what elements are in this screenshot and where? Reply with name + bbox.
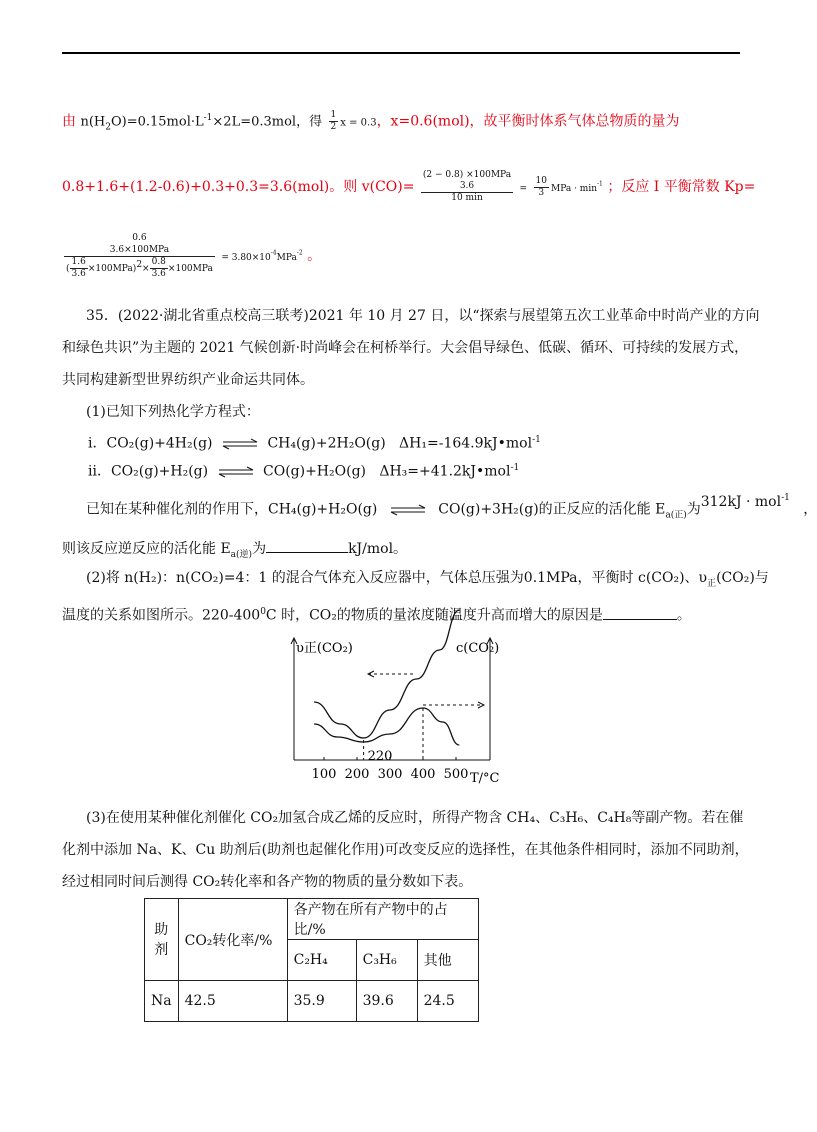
answer-blank-2[interactable] (603, 605, 677, 620)
x-tick-label: 300 (377, 767, 403, 782)
part1-heading: (1)已知下列热化学方程式： (86, 404, 260, 420)
part1-question-2: 则该反应逆反应的活化能 $E_{a(逆)}$为 kJ/mol。 (62, 538, 752, 565)
part1-question: 已知在某种催化剂的作用下，CH₄(g)+H₂O(g) CO(g)+3H₂(g)的正反应的活化能 $E_{a(正)}$为312kJ · mol$^{-1}$ ， (86, 493, 817, 521)
part2-line-1: (2)将 n(H₂)：n(CO₂)=4：1 的混合气体充入反应器中，气体总压强为0.1MPa，平衡时 c(CO₂)、$\upsilon_正(CO_2)$与 (86, 570, 769, 589)
header-aux: 助 剂 (145, 899, 179, 981)
equilibrium-arrow-icon (217, 467, 255, 477)
header-conversion: CO₂转化率/% (178, 899, 287, 981)
rate-result-fraction: $\frac{10}{3}$ (535, 175, 547, 198)
cell-conversion: 42.5 (178, 981, 287, 1022)
left-axis-label: υ正(CO₂) (296, 641, 353, 656)
chart-curves (314, 610, 484, 760)
kp-expression: 0.6 3.6×100MPa ( $\frac{1.6}{3.6}$ ×100MPa)$^2$× $\frac{0.8}{3.6}$ ×100MPa = $3.80\times 10^{-4}MPa^{-2}$ 。 (66, 233, 322, 279)
co2-temperature-chart (284, 630, 524, 790)
header-c3h6: C₃H₆ (356, 940, 417, 981)
annotation-220: 220 (367, 749, 393, 764)
rate-fraction: (2 − 0.8) ×100MPa 3.6 10 min (422, 170, 512, 203)
chart-axes (291, 638, 493, 760)
x-tick-label: 400 (410, 767, 436, 782)
chart-labels (296, 641, 500, 786)
x-axis-label: T/°C (470, 771, 500, 786)
q35-intro-1: 35．(2022·湖北省重点校高三联考)2021 年 10 月 27 日，以“探索与展望第五次工业革命中时尚产业的方向 (86, 308, 760, 324)
x-tick-label: 200 (344, 767, 370, 782)
answer-line-1: 由 $n(H_2O)=0.15mol\cdot L^{-1}\times 2L=0.3mol$，得 $\frac{1}{2}$ x = 0.3，x=0.6(mol)，故平衡时体系气体总物质的量为 (62, 110, 680, 133)
kp-fraction: 0.6 3.6×100MPa ( $\frac{1.6}{3.6}$ ×100MPa)$^2$× $\frac{0.8}{3.6}$ ×100MPa (66, 233, 213, 279)
concentration-curve (314, 708, 459, 745)
x-tick-label: 100 (311, 767, 337, 782)
answer-blank-1[interactable] (266, 538, 348, 553)
q35-intro-2: 和绿色共识”为主题的 2021 气候创新·时尚峰会在柯桥举行。大会倡导绿色、低碳、循环、可持续的发展方式， (62, 340, 749, 356)
part2-line-2: 温度的关系如图所示。$220-400^0C$ 时，CO₂的物质的量浓度随温度升高而增大的原因是 。 (62, 602, 752, 626)
cell-c2h4: 35.9 (287, 981, 356, 1022)
q35-intro-3: 共同构建新型世界纺织产业命运共同体。 (62, 372, 314, 388)
results-table (144, 898, 479, 1022)
header-rule (62, 52, 740, 54)
answer-line-2: 0.8+1.6+(1.2-0.6)+0.3+0.3=3.6(mol)。则 v(CO)= (2 − 0.8) ×100MPa 3.6 10 min = $\frac{10}{3}$ MPa · $\min^{-1}$ ；反应 I 平衡常数 Kp= (62, 170, 756, 203)
equation-2: ⅱ．CO₂(g)+H₂(g) CO(g)+H₂O(g) ΔH₃=+41.2kJ•mol$^{-1}$ (88, 463, 520, 480)
table-row (145, 981, 479, 1022)
half-fraction: $\frac{1}{2}$ (330, 110, 337, 133)
part3-line-3: 经过相同时间后测得 CO₂转化率和各产物的物质的量分数如下表。 (62, 874, 473, 890)
part3-line-2: 化剂中添加 Na、K、Cu 助剂后(助剂也起催化作用)可改变反应的选择性，在其他条件相同时，添加不同助剂， (62, 842, 749, 858)
part3-line-1: (3)在使用某种催化剂催化 CO₂加氢合成乙烯的反应时，所得产物含 CH₄、C₃H₆、C₄H₈等副产物。若在催 (86, 810, 744, 826)
header-c2h4: C₂H₄ (287, 940, 356, 981)
header-other: 其他 (417, 940, 478, 981)
right-axis-label: c(CO₂) (456, 641, 500, 656)
cell-other: 24.5 (417, 981, 478, 1022)
cell-aux: Na (145, 981, 179, 1022)
equation-1: ⅰ．CO₂(g)+4H₂(g) CH₄(g)+2H₂O(g) ΔH₁=-164.9kJ•mol$^{-1}$ (88, 435, 541, 452)
cell-c3h6: 39.6 (356, 981, 417, 1022)
equilibrium-arrow-icon (386, 505, 430, 515)
x-tick-label: 500 (443, 767, 469, 782)
equilibrium-arrow-icon (221, 439, 259, 449)
header-product-share: 各产物在所有产物中的占比/% (287, 899, 478, 940)
